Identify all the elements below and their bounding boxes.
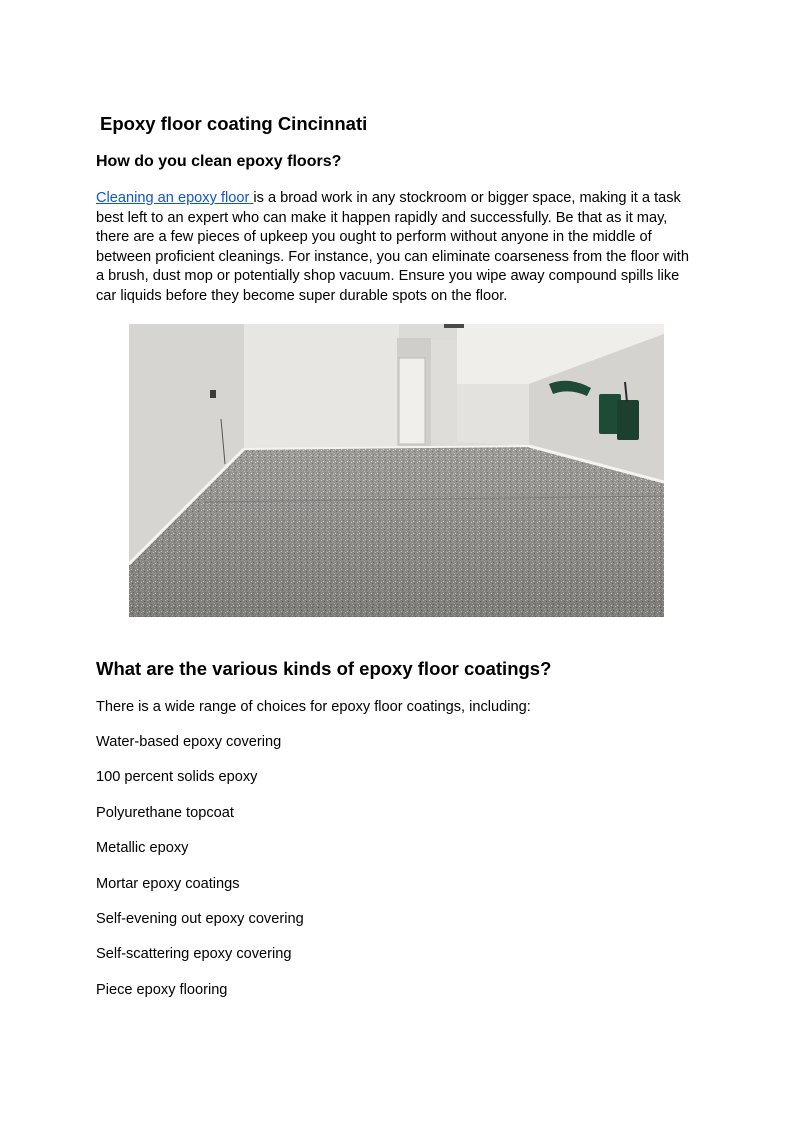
list-item: 100 percent solids epoxy [96, 769, 258, 786]
list-item: Piece epoxy flooring [96, 981, 228, 998]
coating-types-list [96, 733, 304, 1016]
section-heading-coating-types: What are the various kinds of epoxy floor coatings? [96, 658, 552, 679]
list-item: Water-based epoxy covering [96, 734, 282, 750]
document-title: Epoxy floor coating Cincinnati [100, 113, 368, 134]
list-item: Mortar epoxy coatings [96, 875, 240, 892]
list-item: Metallic epoxy [96, 840, 189, 857]
intro-paragraph [96, 189, 701, 306]
list-item: Self-scattering epoxy covering [96, 946, 292, 963]
garage-epoxy-floor-photo [129, 324, 664, 617]
section-heading-cleaning: How do you clean epoxy floors? [96, 153, 342, 170]
list-item: Self-evening out epoxy covering [96, 910, 304, 927]
intro-paragraph-text: is a broad work in any stockroom or bigger space, making it a task best left to an expert who can make it happen rapidly and successfully. Be that as it may, there are a few pieces of upkeep you ought to perform without anyone in the middle of between proficient cleanings. For instance, you can eliminate coarseness from the floor with a brush, dust mop or potentially shop vacuum. Ensure you wipe away compound spills like car liquids before they become super durable spots on the floor. [96, 190, 689, 304]
coating-list-intro: There is a wide range of choices for epoxy floor coatings, including: [96, 699, 531, 715]
list-item: Polyurethane topcoat [96, 804, 234, 821]
cleaning-epoxy-floor-link[interactable]: Cleaning an epoxy floor [96, 190, 254, 206]
